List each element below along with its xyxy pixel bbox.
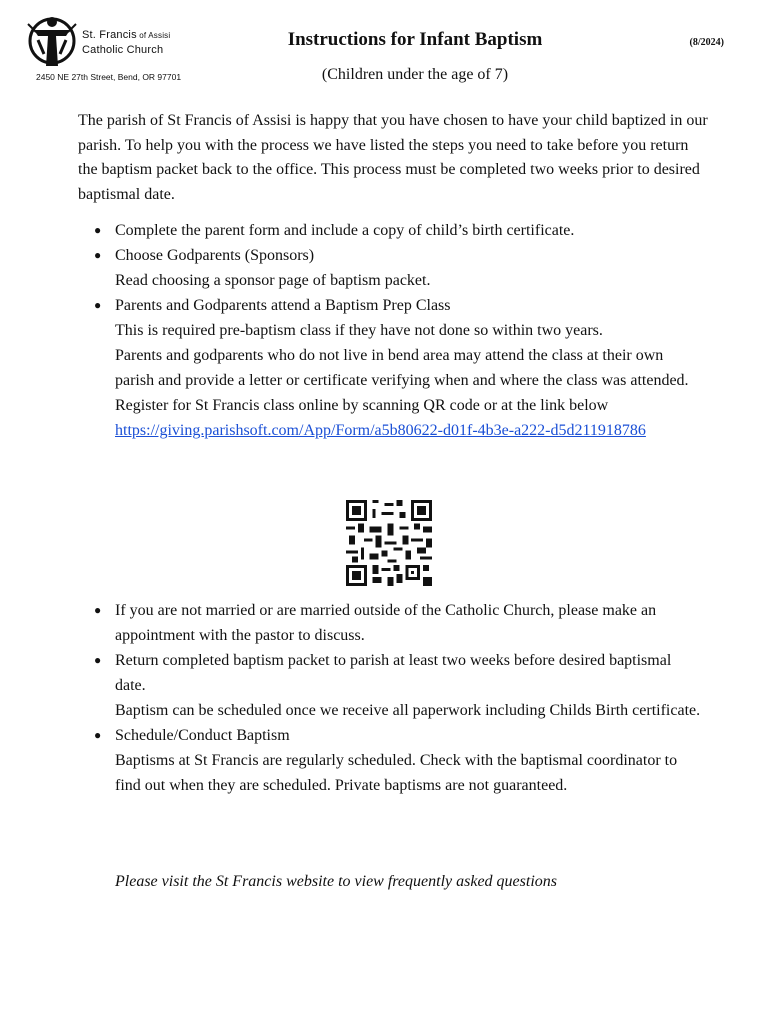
step-detail: Baptism can be scheduled once we receive all paperwork including Childs Birth certificate. (115, 702, 701, 719)
list-item: ● Return completed baptism packet to parish at least two weeks before desired baptismal date. Baptism can be scheduled once we receive all paperwork including Childs Birth certificate. (94, 648, 704, 723)
intro-paragraph: The parish of St Francis of Assisi is happy that you have chosen to have your child baptized in our parish. To help you with the process we have listed the steps you need to take before you return the baptism packet back to the office. This process must be completed two weeks prior to desired baptismal date. (78, 112, 708, 203)
church-address: 2450 NE 27th Street, Bend, OR 97701 (36, 72, 182, 82)
step-detail: Register for St Francis class online by scanning QR code or at the link below (115, 397, 609, 414)
step-detail: Baptisms at St Francis are regularly scheduled. Check with the baptismal coordinator to find out when they are scheduled. Private baptisms are not guaranteed. (115, 752, 678, 794)
registration-link[interactable]: https://giving.parishsoft.com/App/Form/a5b80622-d01f-4b3e-a222-d5d211918786 (115, 422, 646, 439)
logo-line-1: St. Francis (82, 29, 137, 41)
page-title: Instructions for Infant Baptism (287, 29, 543, 50)
qr-code-icon[interactable] (346, 500, 432, 586)
step-text: Choose Godparents (Sponsors) (115, 247, 315, 264)
list-item: ● Complete the parent form and include a copy of child’s birth certificate. (94, 222, 575, 239)
steps-list-1 (94, 218, 704, 443)
revision-date: (8/2024) (689, 37, 724, 48)
logo-line-1-small: of Assisi (136, 31, 171, 40)
list-item: ● Choose Godparents (Sponsors) Read choosing a sponsor page of baptism packet. (94, 243, 704, 293)
logo-line-2: Catholic Church (82, 44, 164, 56)
step-text: Schedule/Conduct Baptism (115, 727, 290, 744)
step-detail: Read choosing a sponsor page of baptism packet. (115, 272, 431, 289)
church-logo (24, 10, 194, 86)
step-detail: Parents and godparents who do not live in bend area may attend the class at their own parish and provide a letter or certificate verifying when and where the class was attended. (115, 347, 689, 389)
step-text: If you are not married or are married outside of the Catholic Church, please make an appointment with the pastor to discuss. (115, 602, 657, 644)
page-subtitle: (Children under the age of 7) (321, 66, 509, 83)
step-text: Return completed baptism packet to parish at least two weeks before desired baptismal date. (115, 652, 672, 694)
list-item: ● Parents and Godparents attend a Baptism Prep Class This is required pre-baptism class if they have not done so within two years. Parents and godparents who do not live in bend area may attend the class at their own parish and provide a letter or certificate verifying when and where the class was attended. Register for St Francis class online by scanning QR code or at the link below https://giving.parishsoft.com/App/Form/a5b80622-d01f-4b3e-a222-d5d211918786 (94, 293, 704, 443)
list-item: ● If you are not married or are married outside of the Catholic Church, please make an appointment with the pastor to discuss. (94, 602, 657, 644)
step-text: Complete the parent form and include a copy of child’s birth certificate. (115, 222, 575, 239)
list-item: ● Schedule/Conduct Baptism Baptisms at St Francis are regularly scheduled. Check with the baptismal coordinator to find out when they are scheduled. Private baptisms are not guaranteed. (94, 723, 704, 798)
step-text: Parents and Godparents attend a Baptism Prep Class (115, 297, 451, 314)
st-francis-logo-icon (24, 10, 80, 72)
closing-note: Please visit the St Francis website to view frequently asked questions (115, 873, 557, 890)
step-detail: This is required pre-baptism class if they have not done so within two years. (115, 322, 603, 339)
steps-list-2 (94, 598, 704, 798)
